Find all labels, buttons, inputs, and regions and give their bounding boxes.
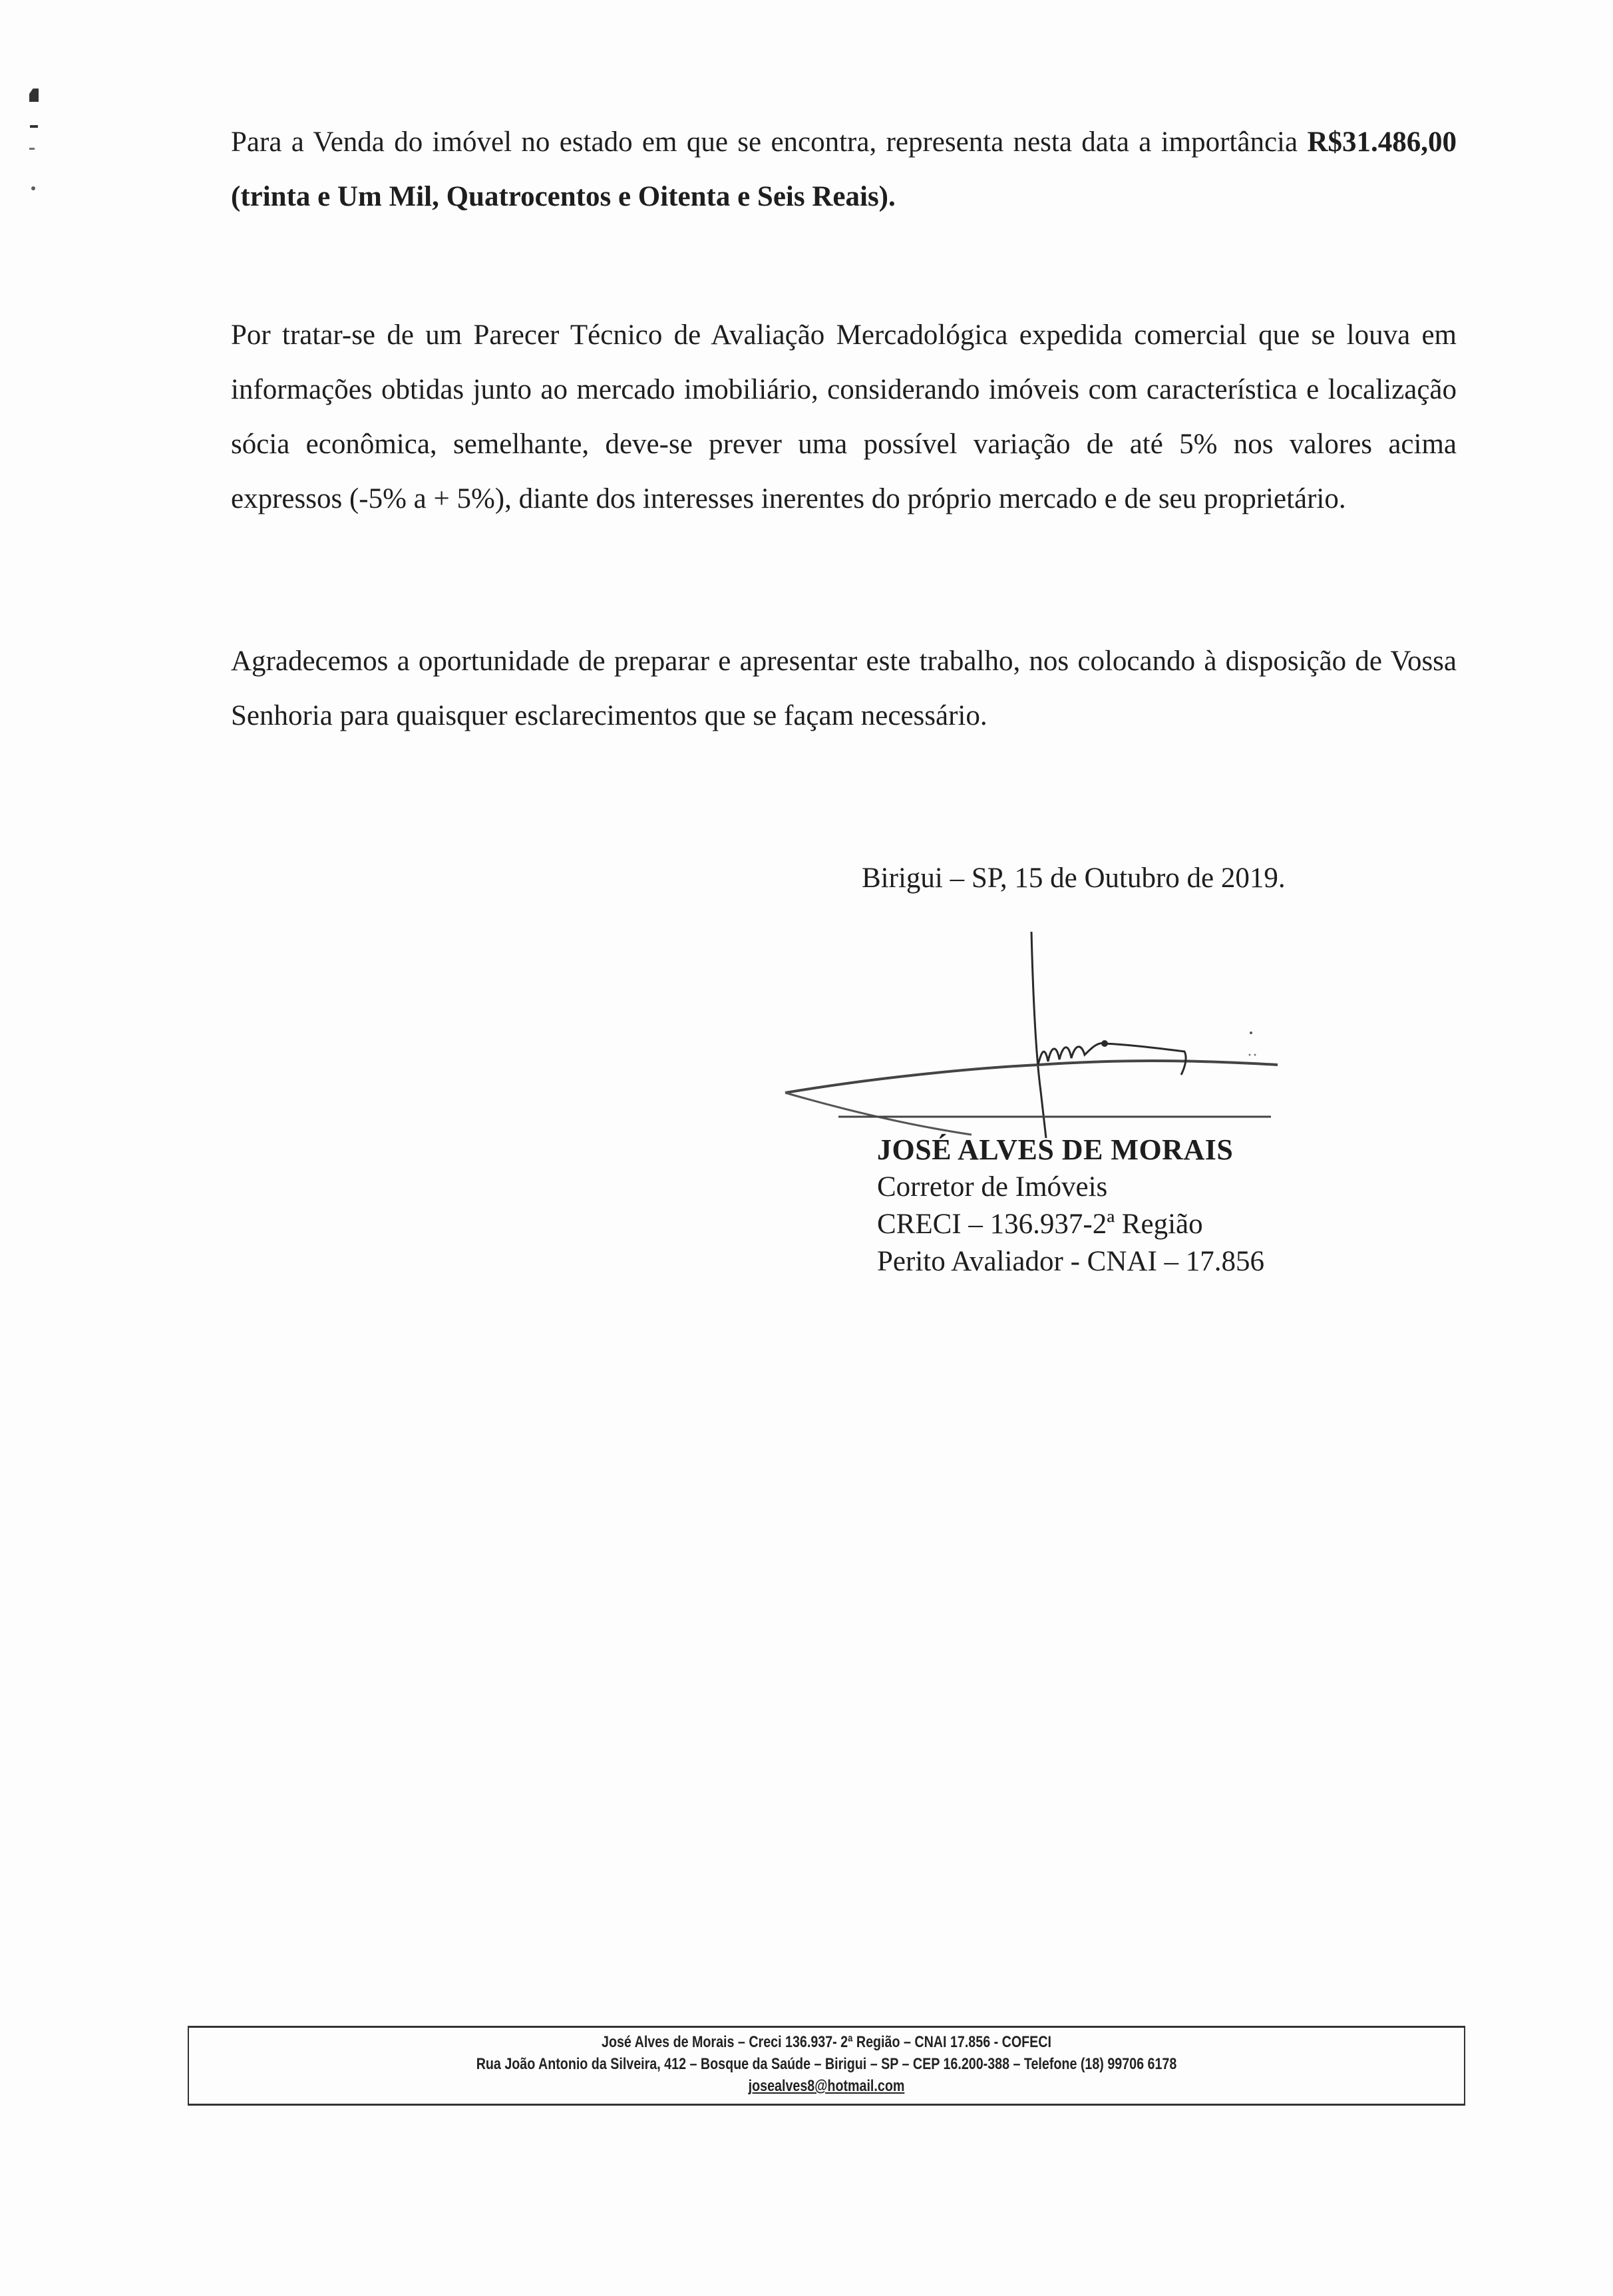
date-line: Birigui – SP, 15 de Outubro de 2019. [862,862,1286,894]
signer-creci: CRECI – 136.937-2ª Região [877,1209,1203,1240]
scan-artifact [31,186,35,190]
signer-title: Corretor de Imóveis [877,1171,1108,1203]
scan-artifact [29,89,39,102]
valuation-amount: R$31.486,00 (trinta e Um Mil, Quatrocentos e Oitenta e Seis Reais). [231,126,1457,212]
valuation-text: Para a Venda do imóvel no estado em que se encontra, representa nesta data a importância [231,126,1308,158]
footer-address: Rua João Antonio da Silveira, 412 – Bosque da Saúde – Birigui – SP – CEP 16.200-388 – Telefone (18) 99706 6178 [476,2055,1177,2073]
disclaimer-paragraph: Por tratar-se de um Parecer Técnico de Avaliação Mercadológica expedida comercial que se louva em informações obtidas junto ao mercado imobiliário, considerando imóveis com característica e localização sócia econômica, semelhante, deve-se prever uma possível variação de até 5% nos valores acima expressos (-5% a + 5%), diante dos interesses inerentes do próprio mercado e de seu proprietário. [231,319,1457,514]
footer-email-link[interactable]: josealves8@hotmail.com [748,2077,905,2095]
scan-artifact [30,125,38,128]
signer-name: JOSÉ ALVES DE MORAIS [877,1133,1234,1166]
signature-icon [772,918,1357,1145]
scan-margin-marks [27,83,47,203]
thanks-paragraph: Agradecemos a oportunidade de preparar e apresentar este trabalho, nos colocando à disposição de Vossa Senhoria para quaisquer esclarecimentos que se façam necessário. [231,646,1457,731]
handwritten-signature [772,918,1357,1145]
valuation-paragraph [231,115,1457,224]
signer-block [877,1131,1264,1280]
footer-credentials: José Alves de Morais – Creci 136.937- 2ª Região – CNAI 17.856 - COFECI [602,2033,1051,2051]
letterhead-footer [188,2026,1465,2106]
signer-cnai: Perito Avaliador - CNAI – 17.856 [877,1246,1265,1277]
scan-artifact [29,148,35,150]
